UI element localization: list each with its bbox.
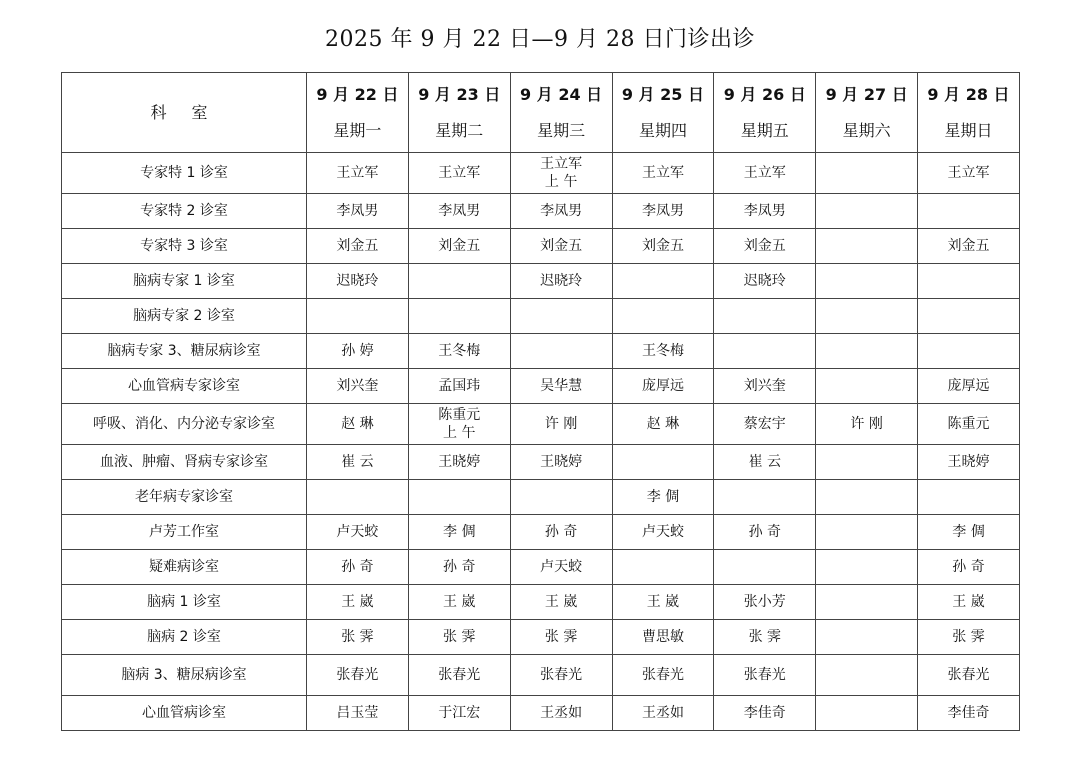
doctor-name: 王立军 xyxy=(540,156,583,172)
doctor-name: 刘金五 xyxy=(641,238,684,254)
dept-name: 脑病 2 诊室 xyxy=(62,620,307,655)
doctor-cell xyxy=(408,445,510,480)
doctor-cell xyxy=(816,153,918,194)
doctor-cell xyxy=(408,264,510,299)
table-row xyxy=(62,445,1020,480)
page-title: 2025 年 9 月 22 日—9 月 28 日门诊出诊 xyxy=(325,27,755,52)
doctor-cell xyxy=(510,550,612,585)
doctor-cell xyxy=(612,585,714,620)
doctor-cell xyxy=(612,515,714,550)
doctor-cell xyxy=(510,369,612,404)
doctor-name: 李 倜 xyxy=(443,524,476,540)
schedule-body xyxy=(62,153,1020,731)
doctor-name: 张春光 xyxy=(641,667,684,683)
dept-column-header: 科 室 xyxy=(62,73,307,153)
doctor-name: 迟晓玲 xyxy=(336,273,379,289)
doctor-name: 迟晓玲 xyxy=(743,273,786,289)
doctor-cell xyxy=(816,515,918,550)
doctor-cell xyxy=(612,550,714,585)
doctor-cell xyxy=(408,696,510,731)
day-date: 9 月 23 日 xyxy=(418,84,501,104)
doctor-name: 孟国玮 xyxy=(438,378,481,394)
doctor-cell xyxy=(510,445,612,480)
day-weekday: 星期一 xyxy=(333,120,382,140)
table-row xyxy=(62,655,1020,696)
doctor-cell xyxy=(510,696,612,731)
doctor-cell xyxy=(816,229,918,264)
doctor-cell xyxy=(307,153,409,194)
day-date: 9 月 22 日 xyxy=(316,84,399,104)
doctor-cell xyxy=(714,369,816,404)
doctor-cell xyxy=(408,369,510,404)
doctor-cell xyxy=(307,404,409,445)
doctor-name: 卢天蛟 xyxy=(641,524,684,540)
doctor-cell xyxy=(408,620,510,655)
doctor-cell xyxy=(918,620,1020,655)
doctor-cell xyxy=(612,369,714,404)
doctor-name: 陈重元 xyxy=(947,416,990,432)
doctor-cell xyxy=(307,585,409,620)
dept-name: 专家特 2 诊室 xyxy=(62,194,307,229)
doctor-cell xyxy=(918,404,1020,445)
doctor-name: 刘兴奎 xyxy=(743,378,786,394)
doctor-name: 王晓婷 xyxy=(540,454,583,470)
doctor-name: 孙 奇 xyxy=(748,524,782,540)
doctor-name: 王立军 xyxy=(743,165,786,181)
doctor-cell xyxy=(307,334,409,369)
doctor-cell xyxy=(510,404,612,445)
doctor-name: 王 崴 xyxy=(952,594,985,610)
day-weekday: 星期六 xyxy=(842,120,891,140)
doctor-cell xyxy=(510,334,612,369)
doctor-name: 张春光 xyxy=(540,667,583,683)
day-date: 9 月 25 日 xyxy=(621,84,705,104)
doctor-cell xyxy=(918,299,1020,334)
doctor-name: 吕玉莹 xyxy=(336,705,379,721)
doctor-name: 张春光 xyxy=(336,667,379,683)
doctor-name: 李佳奇 xyxy=(743,705,786,721)
doctor-name: 蔡宏宇 xyxy=(743,416,786,432)
dept-name: 疑难病诊室 xyxy=(62,550,307,585)
doctor-cell xyxy=(714,445,816,480)
doctor-name: 张 霁 xyxy=(952,629,985,645)
doctor-name: 李凤男 xyxy=(540,203,583,219)
doctor-cell xyxy=(408,515,510,550)
doctor-cell xyxy=(510,620,612,655)
doctor-name: 刘金五 xyxy=(438,238,481,254)
doctor-cell xyxy=(612,299,714,334)
day-date: 9 月 28 日 xyxy=(927,84,1010,104)
doctor-cell xyxy=(612,445,714,480)
doctor-cell xyxy=(918,153,1020,194)
dept-name: 脑病专家 1 诊室 xyxy=(62,264,307,299)
day-column-header xyxy=(918,73,1020,153)
doctor-cell xyxy=(612,404,714,445)
doctor-name: 赵 琳 xyxy=(341,416,374,432)
doctor-name: 张 霁 xyxy=(544,629,578,645)
doctor-cell xyxy=(307,696,409,731)
doctor-name: 王丞如 xyxy=(641,705,684,721)
day-date: 9 月 24 日 xyxy=(520,84,603,104)
doctor-name: 王立军 xyxy=(438,165,481,181)
doctor-cell xyxy=(714,620,816,655)
doctor-cell xyxy=(816,445,918,480)
doctor-cell xyxy=(714,480,816,515)
schedule-header xyxy=(62,73,1020,153)
doctor-cell xyxy=(612,264,714,299)
doctor-cell xyxy=(307,194,409,229)
doctor-cell xyxy=(408,585,510,620)
doctor-cell xyxy=(510,515,612,550)
doctor-name: 孙 奇 xyxy=(341,559,374,575)
doctor-cell xyxy=(714,334,816,369)
dept-name: 专家特 1 诊室 xyxy=(62,153,307,194)
doctor-cell xyxy=(714,194,816,229)
doctor-cell xyxy=(612,229,714,264)
day-column-header xyxy=(612,73,714,153)
doctor-name: 张小芳 xyxy=(743,594,786,610)
doctor-name: 李佳奇 xyxy=(947,705,990,721)
doctor-cell xyxy=(612,696,714,731)
doctor-name: 曹思敏 xyxy=(641,629,684,645)
table-row xyxy=(62,153,1020,194)
day-weekday: 星期三 xyxy=(537,120,586,140)
doctor-cell xyxy=(918,194,1020,229)
doctor-cell xyxy=(307,655,409,696)
doctor-name: 张 霁 xyxy=(341,629,374,645)
doctor-cell xyxy=(307,299,409,334)
doctor-cell xyxy=(918,480,1020,515)
doctor-name: 于江宏 xyxy=(438,705,481,721)
table-row xyxy=(62,550,1020,585)
dept-name: 心血管病专家诊室 xyxy=(62,369,307,404)
doctor-cell xyxy=(714,264,816,299)
doctor-cell xyxy=(816,299,918,334)
doctor-name: 吴华慧 xyxy=(540,378,583,394)
doctor-cell xyxy=(816,404,918,445)
table-row xyxy=(62,194,1020,229)
doctor-cell xyxy=(918,229,1020,264)
doctor-cell xyxy=(714,515,816,550)
doctor-name: 李凤男 xyxy=(641,203,684,219)
doctor-name: 迟晓玲 xyxy=(540,273,583,289)
doctor-cell xyxy=(307,229,409,264)
doctor-cell xyxy=(307,445,409,480)
doctor-cell xyxy=(408,299,510,334)
doctor-name: 王立军 xyxy=(947,165,990,181)
doctor-cell xyxy=(612,655,714,696)
doctor-name: 刘金五 xyxy=(336,238,379,254)
doctor-name: 庞厚远 xyxy=(641,378,684,394)
doctor-name: 陈重元 xyxy=(438,407,481,423)
doctor-name: 王晓婷 xyxy=(438,454,481,470)
dept-name: 血液、肿瘤、肾病专家诊室 xyxy=(62,445,307,480)
table-row xyxy=(62,696,1020,731)
table-row xyxy=(62,229,1020,264)
doctor-name: 张春光 xyxy=(438,667,481,683)
doctor-name: 孙 奇 xyxy=(544,524,578,540)
doctor-cell xyxy=(408,404,510,445)
table-row xyxy=(62,334,1020,369)
doctor-cell xyxy=(510,299,612,334)
doctor-cell xyxy=(918,585,1020,620)
doctor-name: 李 倜 xyxy=(952,524,985,540)
doctor-cell xyxy=(918,264,1020,299)
doctor-name: 刘金五 xyxy=(743,238,786,254)
doctor-name: 刘金五 xyxy=(540,238,583,254)
doctor-cell xyxy=(714,550,816,585)
dept-name: 心血管病诊室 xyxy=(62,696,307,731)
doctor-name: 李凤男 xyxy=(438,203,481,219)
doctor-name: 张 霁 xyxy=(748,629,782,645)
doctor-cell xyxy=(408,229,510,264)
doctor-cell xyxy=(918,655,1020,696)
dept-name: 专家特 3 诊室 xyxy=(62,229,307,264)
doctor-name: 刘兴奎 xyxy=(336,378,379,394)
doctor-name: 许 刚 xyxy=(544,416,578,432)
day-column-header xyxy=(714,73,816,153)
doctor-cell xyxy=(510,264,612,299)
doctor-cell xyxy=(918,334,1020,369)
doctor-cell xyxy=(510,480,612,515)
table-row xyxy=(62,299,1020,334)
doctor-name: 王 崴 xyxy=(646,594,680,610)
doctor-name: 孙 奇 xyxy=(443,559,476,575)
doctor-cell xyxy=(714,153,816,194)
doctor-cell xyxy=(408,550,510,585)
doctor-name: 刘金五 xyxy=(947,238,990,254)
doctor-name: 李 倜 xyxy=(646,489,680,505)
doctor-name: 孙 奇 xyxy=(952,559,985,575)
doctor-name: 王 崴 xyxy=(443,594,476,610)
doctor-cell xyxy=(612,194,714,229)
doctor-cell xyxy=(816,334,918,369)
dept-name: 脑病专家 3、糖尿病诊室 xyxy=(62,334,307,369)
doctor-cell xyxy=(612,480,714,515)
table-row xyxy=(62,515,1020,550)
doctor-cell xyxy=(307,369,409,404)
doctor-name: 王立军 xyxy=(336,165,379,181)
day-column-header xyxy=(408,73,510,153)
session-note: 上 午 xyxy=(443,425,476,441)
session-note: 上 午 xyxy=(544,174,578,190)
doctor-name: 赵 琳 xyxy=(646,416,680,432)
doctor-cell xyxy=(918,550,1020,585)
doctor-cell xyxy=(307,550,409,585)
table-row xyxy=(62,480,1020,515)
doctor-cell xyxy=(510,153,612,194)
doctor-cell xyxy=(510,229,612,264)
dept-name: 呼吸、消化、内分泌专家诊室 xyxy=(62,404,307,445)
doctor-cell xyxy=(714,585,816,620)
day-weekday: 星期五 xyxy=(740,120,789,140)
doctor-cell xyxy=(612,620,714,655)
doctor-cell xyxy=(816,655,918,696)
doctor-cell xyxy=(816,194,918,229)
doctor-name: 孙 婷 xyxy=(341,343,374,359)
doctor-cell xyxy=(408,334,510,369)
doctor-name: 张 霁 xyxy=(443,629,476,645)
doctor-cell xyxy=(918,445,1020,480)
day-column-header xyxy=(307,73,409,153)
doctor-cell xyxy=(408,480,510,515)
doctor-cell xyxy=(714,655,816,696)
doctor-name: 庞厚远 xyxy=(947,378,990,394)
dept-name: 老年病专家诊室 xyxy=(62,480,307,515)
dept-name: 脑病 1 诊室 xyxy=(62,585,307,620)
doctor-name: 王 崴 xyxy=(341,594,374,610)
doctor-cell xyxy=(714,229,816,264)
day-date: 9 月 26 日 xyxy=(723,84,806,104)
doctor-cell xyxy=(816,369,918,404)
table-row xyxy=(62,620,1020,655)
table-row xyxy=(62,264,1020,299)
doctor-cell xyxy=(510,194,612,229)
doctor-name: 卢天蛟 xyxy=(540,559,583,575)
doctor-cell xyxy=(918,369,1020,404)
doctor-cell xyxy=(510,585,612,620)
day-column-header xyxy=(510,73,612,153)
doctor-cell xyxy=(307,620,409,655)
dept-name: 卢芳工作室 xyxy=(62,515,307,550)
doctor-name: 崔 云 xyxy=(748,454,782,470)
doctor-cell xyxy=(307,264,409,299)
doctor-cell xyxy=(714,299,816,334)
doctor-cell xyxy=(408,153,510,194)
day-column-header xyxy=(816,73,918,153)
doctor-name: 许 刚 xyxy=(850,416,883,432)
doctor-cell xyxy=(816,264,918,299)
table-row xyxy=(62,585,1020,620)
table-row xyxy=(62,369,1020,404)
doctor-name: 王晓婷 xyxy=(947,454,990,470)
day-weekday: 星期日 xyxy=(944,120,993,140)
doctor-cell xyxy=(408,655,510,696)
doctor-name: 王丞如 xyxy=(540,705,583,721)
doctor-name: 崔 云 xyxy=(341,454,374,470)
doctor-cell xyxy=(816,480,918,515)
doctor-cell xyxy=(816,585,918,620)
doctor-name: 张春光 xyxy=(743,667,786,683)
day-weekday: 星期二 xyxy=(435,120,484,140)
doctor-cell xyxy=(714,404,816,445)
schedule-table xyxy=(61,72,1020,731)
doctor-name: 王冬梅 xyxy=(438,343,481,359)
dept-name: 脑病 3、糖尿病诊室 xyxy=(62,655,307,696)
day-date: 9 月 27 日 xyxy=(825,84,908,104)
doctor-cell xyxy=(510,655,612,696)
doctor-name: 李凤男 xyxy=(743,203,786,219)
doctor-name: 李凤男 xyxy=(336,203,379,219)
doctor-cell xyxy=(714,696,816,731)
doctor-name: 王 崴 xyxy=(544,594,578,610)
doctor-cell xyxy=(612,334,714,369)
table-row xyxy=(62,404,1020,445)
doctor-cell xyxy=(816,550,918,585)
doctor-name: 王冬梅 xyxy=(641,343,684,359)
doctor-name: 卢天蛟 xyxy=(336,524,379,540)
doctor-cell xyxy=(612,153,714,194)
doctor-cell xyxy=(918,515,1020,550)
doctor-cell xyxy=(408,194,510,229)
doctor-cell xyxy=(307,480,409,515)
dept-name: 脑病专家 2 诊室 xyxy=(62,299,307,334)
doctor-cell xyxy=(816,620,918,655)
doctor-cell xyxy=(307,515,409,550)
doctor-cell xyxy=(816,696,918,731)
doctor-cell xyxy=(918,696,1020,731)
doctor-name: 王立军 xyxy=(641,165,684,181)
day-weekday: 星期四 xyxy=(638,120,687,140)
doctor-name: 张春光 xyxy=(947,667,990,683)
